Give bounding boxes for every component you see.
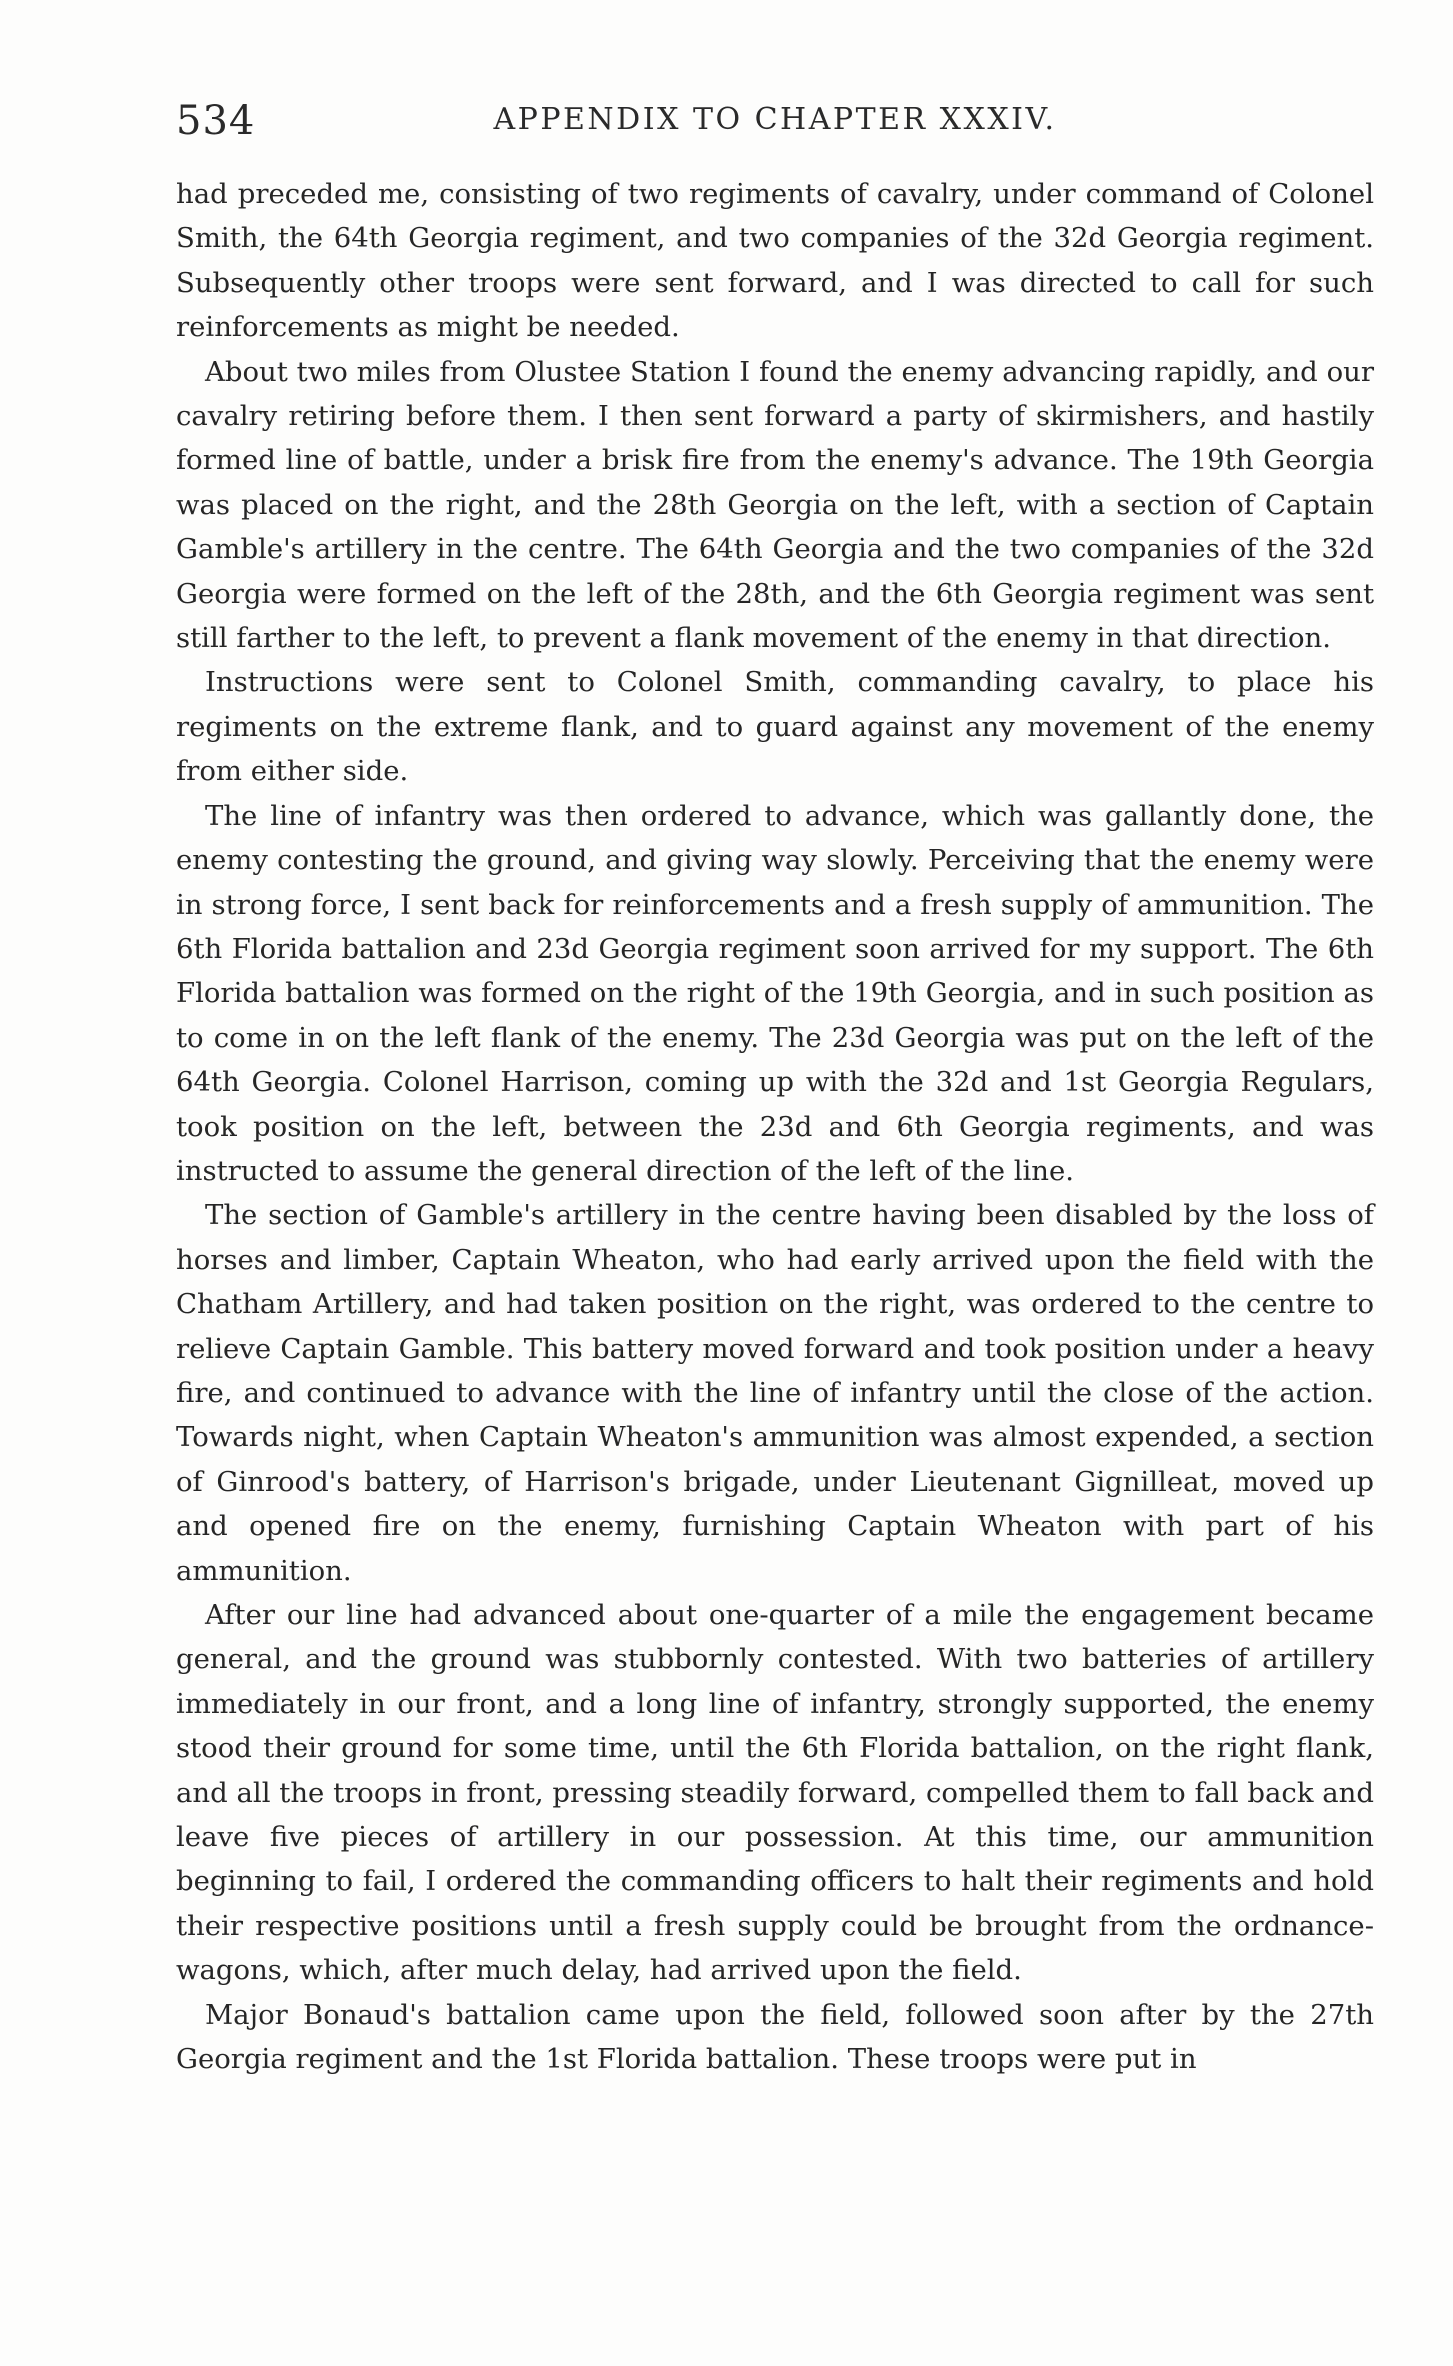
chapter-title: APPENDIX TO CHAPTER XXXIV. — [493, 102, 1057, 137]
running-head — [176, 96, 1374, 146]
body-text — [176, 172, 1374, 2081]
paragraph: The section of Gamble's artillery in the centre having been disabled by the loss of horses and limber, Captain Wheaton, who had early arrived upon the field with the Chatham Artillery, and had taken position on the right, was ordered to the centre to relieve Captain Gamble. This battery moved forward and took position under a heavy fire, and continued to advance with the line of infantry until the close of the action. Towards night, when Captain Wheaton's ammunition was almost expended, a section of Ginrood's battery, of Harrison's brigade, under Lieutenant Gignilleat, moved up and opened fire on the enemy, furnishing Captain Wheaton with part of his ammunition. — [176, 1199, 1374, 1587]
page-number: 534 — [176, 98, 256, 144]
paragraph: The line of infantry was then ordered to advance, which was gallantly done, the enemy contesting the ground, and giving way slowly. Perceiving that the enemy were in strong force, I sent back for reinforcements and a fresh supply of ammunition. The 6th Florida battalion and 23d Georgia regiment soon arrived for my support. The 6th Florida battalion was formed on the right of the 19th Georgia, and in such position as to come in on the left flank of the enemy. The 23d Georgia was put on the left of the 64th Georgia. Colonel Harrison, coming up with the 32d and 1st Georgia Regulars, took position on the left, between the 23d and 6th Georgia regiments, and was instructed to assume the general direction of the left of the line. — [176, 799, 1374, 1187]
paragraph: Major Bonaud's battalion came upon the field, followed soon after by the 27th Georgia regiment and the 1st Florida battalion. These troops were put in — [176, 1998, 1374, 2076]
paragraph: About two miles from Olustee Station I found the enemy advancing rapidly, and our cavalry retiring before them. I then sent forward a party of skirmishers, and hastily formed line of battle, under a brisk fire from the enemy's advance. The 19th Georgia was placed on the right, and the 28th Georgia on the left, with a section of Captain Gamble's artillery in the centre. The 64th Georgia and the two companies of the 32d Georgia were formed on the left of the 28th, and the 6th Georgia regiment was sent still farther to the left, to prevent a flank movement of the enemy in that direction. — [176, 355, 1374, 655]
paragraph-continued: had preceded me, consisting of two regiments of cavalry, under command of Colonel Smith, the 64th Georgia regiment, and two companies of the 32d Georgia regiment. Subsequently other troops were sent forward, and I was directed to call for such reinforcements as might be needed. — [176, 178, 1374, 344]
paragraph: After our line had advanced about one-quarter of a mile the engagement became general, and the ground was stubbornly contested. With two batteries of artillery immediately in our front, and a long line of infantry, strongly supported, the enemy stood their ground for some time, until the 6th Florida battalion, on the right flank, and all the troops in front, pressing steadily forward, compelled them to fall back and leave five pieces of artillery in our possession. At this time, our ammunition beginning to fail, I ordered the commanding officers to halt their regiments and hold their respective positions until a fresh supply could be brought from the ordnance-wagons, which, after much delay, had arrived upon the field. — [176, 1599, 1374, 1987]
paragraph: Instructions were sent to Colonel Smith, commanding cavalry, to place his regiments on the extreme flank, and to guard against any movement of the enemy from either side. — [176, 666, 1374, 788]
